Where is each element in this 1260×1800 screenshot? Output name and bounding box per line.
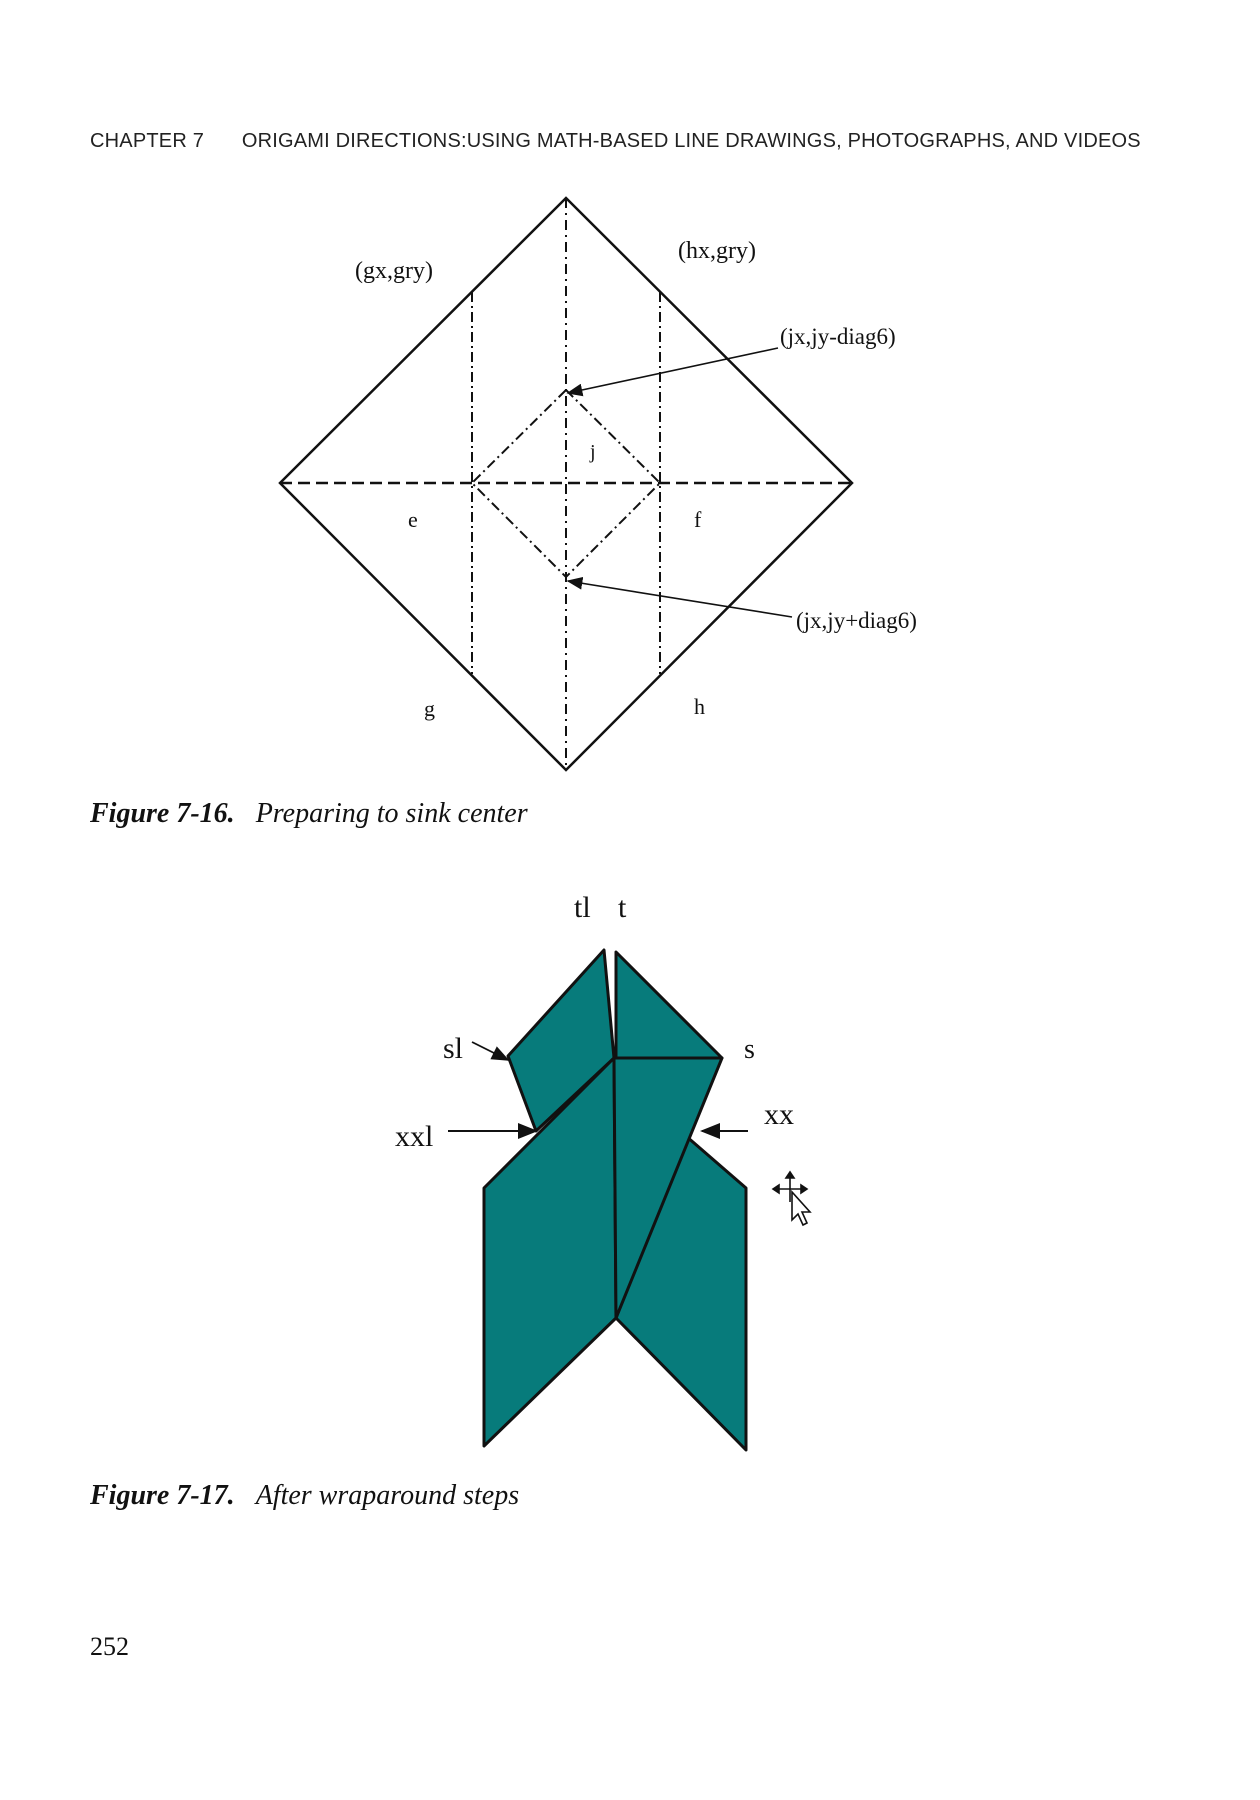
label-g: g (424, 696, 435, 721)
label-hx-gry: (hx,gry) (678, 238, 756, 264)
arrow-sl (472, 1042, 508, 1060)
label-sl: sl (443, 1032, 464, 1065)
caption-number: Figure 7-16. (90, 798, 235, 829)
arrow-jy-minus (568, 348, 778, 393)
label-h: h (694, 694, 705, 719)
label-tl: tl (574, 891, 591, 924)
figure-7-17-caption (90, 1480, 519, 1512)
caption-text: Preparing to sink center (255, 798, 528, 829)
label-xx: xx (764, 1098, 794, 1131)
figure-7-16-diagram (0, 180, 1260, 780)
folded-model (484, 950, 746, 1450)
running-head-chapter: CHAPTER 7 (90, 130, 205, 152)
running-head (90, 130, 1141, 153)
arrow-jy-plus (568, 581, 792, 617)
right-upper-flap (616, 952, 722, 1058)
label-gx-gry: (gx,gry) (355, 258, 433, 284)
label-s: s (744, 1034, 755, 1065)
caption-number: Figure 7-17. (90, 1480, 235, 1511)
figure-7-17-diagram (0, 870, 1260, 1470)
figure-7-16-caption (90, 798, 528, 830)
label-jx-jy-minus: (jx,jy-diag6) (780, 324, 896, 349)
move-cursor-icon (773, 1172, 810, 1225)
label-j: j (590, 441, 596, 463)
label-jx-jy-plus: (jx,jy+diag6) (796, 608, 917, 633)
label-xxl: xxl (395, 1120, 434, 1153)
caption-text: After wraparound steps (255, 1480, 520, 1511)
running-head-title: ORIGAMI DIRECTIONS:USING MATH-BASED LINE DRAWINGS, PHOTOGRAPHS, AND VIDEOS (241, 130, 1141, 152)
page-number: 252 (90, 1632, 129, 1661)
label-e: e (408, 507, 418, 532)
label-f: f (694, 507, 702, 532)
label-t: t (618, 891, 627, 924)
